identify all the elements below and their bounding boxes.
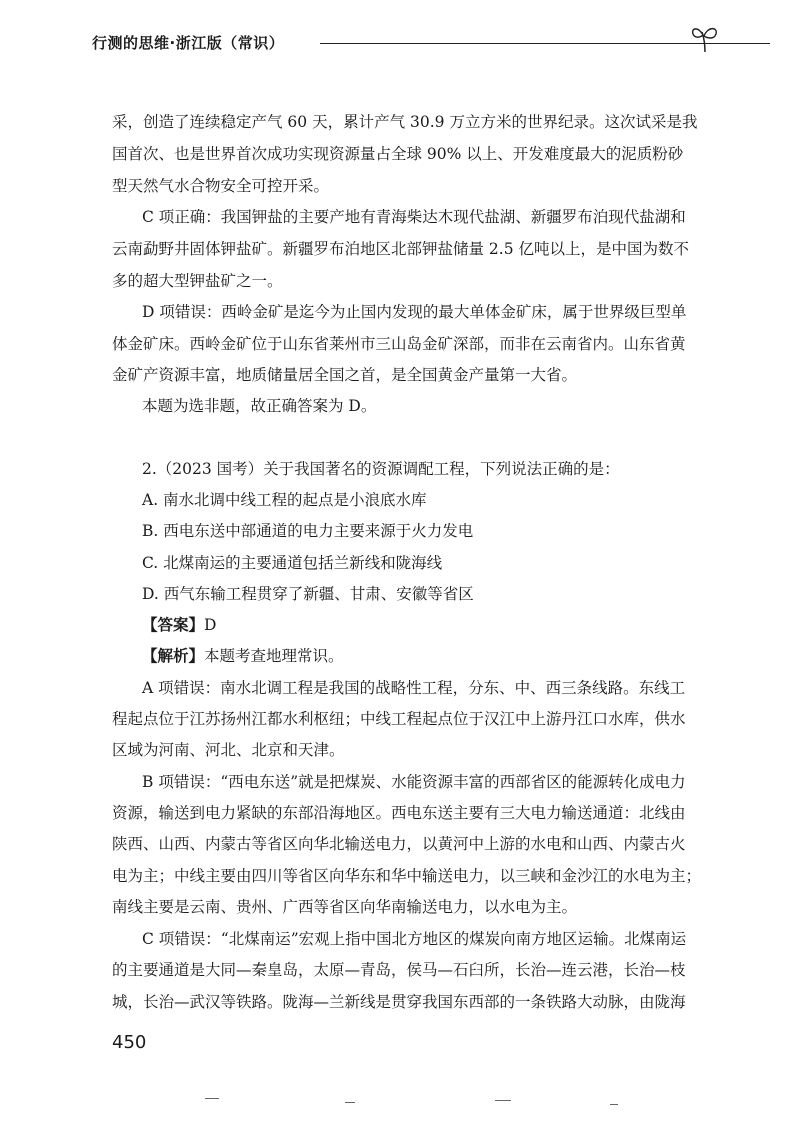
answer-label: 【答案】 [142, 615, 205, 634]
option-d: D. 西气东输工程贯穿了新疆、甘肃、安徽等省区 [142, 585, 474, 603]
option-b: B. 西电东送中部通道的电力主要来源于火力发电 [142, 522, 474, 540]
scan-speck [610, 1104, 618, 1105]
scan-speck [495, 1100, 511, 1101]
body-line: C 项错误：“北煤南运”宏观上指中国北方地区的煤炭向南方地区运输。北煤南运 [142, 930, 687, 948]
body-line: 体金矿床。西岭金矿位于山东省莱州市三山岛金矿深部，而非在云南省内。山东省黄 [112, 335, 686, 353]
body-line: 区域为河南、河北、北京和天津。 [112, 741, 345, 759]
answer-line [142, 614, 216, 636]
analysis-label: 【解析】 [142, 646, 205, 665]
body-line: B 项错误：“西电东送”就是把煤炭、水能资源丰富的西部省区的能源转化成电力 [142, 773, 686, 791]
page-number: 450 [112, 1032, 147, 1053]
scan-speck [205, 1098, 219, 1099]
scan-speck [345, 1102, 355, 1103]
body-line: 电为主；中线主要由四川等省区向华东和华中输送电力，以三峡和金沙江的水电为主； [112, 867, 702, 885]
body-line: 陕西、山西、内蒙古等省区向华北输送电力，以黄河中上游的水电和山西、内蒙古火 [112, 835, 686, 853]
body-line: 城，长治—武汉等铁路。陇海—兰新线是贯穿我国东西部的一条铁路大动脉，由陇海 [112, 993, 686, 1011]
body-line: C 项正确：我国钾盐的主要产地有青海柴达木现代盐湖、新疆罗布泊现代盐湖和 [142, 208, 686, 226]
body-line: 型天然气水合物安全可控开采。 [112, 177, 330, 195]
body-line: 云南勐野井固体钾盐矿。新疆罗布泊地区北部钾盐储量 2.5 亿吨以上，是中国为数不 [112, 240, 690, 258]
analysis-line [142, 645, 344, 667]
running-header-title: 行测的思维·浙江版（常识） [92, 34, 285, 52]
option-c: C. 北煤南运的主要通道包括兰新线和陇海线 [142, 554, 443, 572]
body-line: 多的超大型钾盐矿之一。 [112, 272, 283, 290]
body-line: D 项错误：西岭金矿是迄今为止国内发现的最大单体金矿床，属于世界级巨型单 [142, 303, 687, 321]
body-line: 资源，输送到电力紧缺的东部沿海地区。西电东送主要有三大电力输送通道：北线由 [112, 804, 686, 822]
running-header [92, 30, 722, 56]
body-line: 的主要通道是大同—秦皇岛，太原—青岛，侯马—石臼所，长治—连云港，长治—枝 [112, 961, 686, 979]
body-line: A 项错误：南水北调工程是我国的战略性工程，分东、中、西三条线路。东线工 [142, 679, 686, 697]
body-line: 金矿产资源丰富，地质储量居全国之首，是全国黄金产量第一大省。 [112, 366, 578, 384]
body-line: 程起点位于江苏扬州江都水利枢纽；中线工程起点位于汉江中上游丹江口水库，供水 [112, 710, 686, 728]
body-line: 国首次、也是世界首次成功实现资源量占全球 90% 以上、开发难度最大的泥质粉砂 [112, 145, 684, 163]
body-line: 南线主要是云南、贵州、广西等省区向华南输送电力，以水电为主。 [112, 898, 578, 916]
answer-value: D [204, 616, 217, 634]
sprout-icon [688, 22, 722, 56]
option-a: A. 南水北调中线工程的起点是小浪底水库 [142, 491, 427, 509]
question-stem: 2.（2023 国考）关于我国著名的资源调配工程，下列说法正确的是： [142, 460, 620, 478]
body-line: 本题为选非题，故正确答案为 D。 [142, 397, 377, 415]
body-line: 采，创造了连续稳定产气 60 天，累计产气 30.9 万立方米的世界纪录。这次试采是我 [112, 113, 698, 131]
analysis-value: 本题考查地理常识。 [204, 647, 344, 665]
